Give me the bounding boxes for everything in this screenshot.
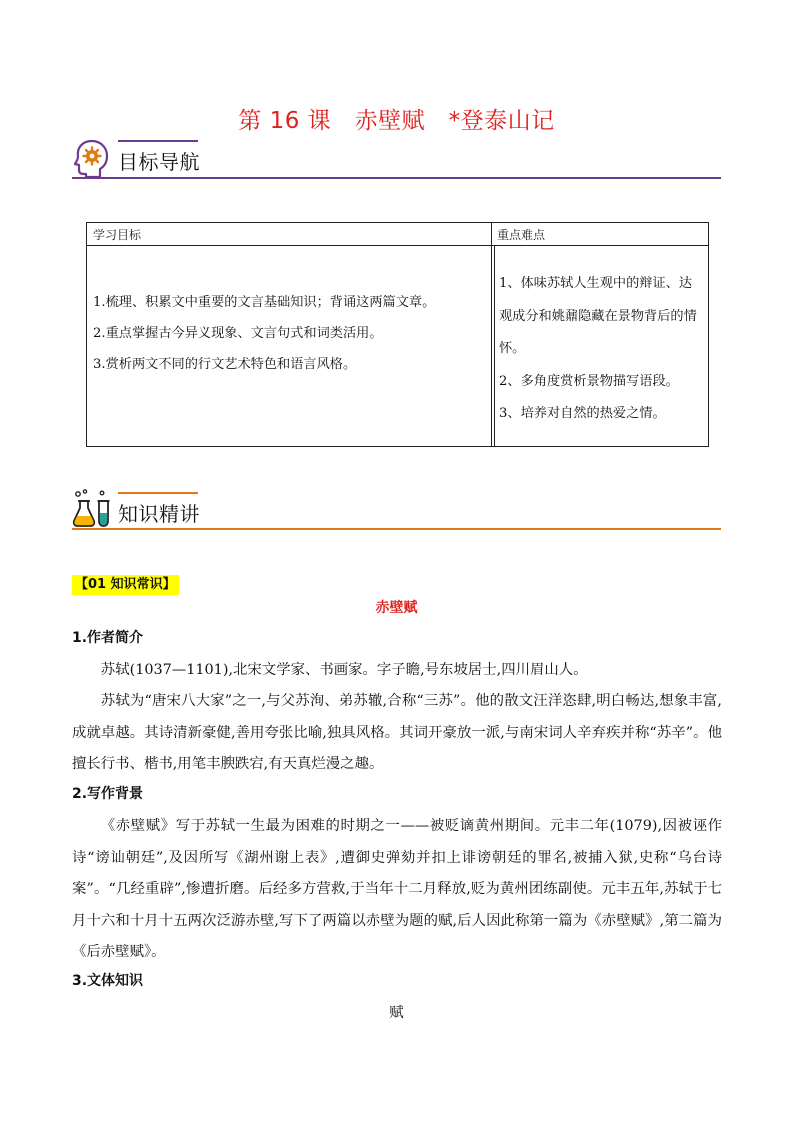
page-title: 第 16 课 赤壁赋 *登泰山记 bbox=[238, 108, 555, 134]
section-heading-background: 2.写作背景 bbox=[72, 786, 144, 802]
section-heading-author: 1.作者简介 bbox=[72, 630, 144, 646]
paragraph: 苏轼(1037—1101),北宋文学家、书画家。字子瞻,号东坡居士,四川眉山人。 bbox=[100, 662, 588, 678]
learning-goal-item: 3.赏析两文不同的行文艺术特色和语言风格。 bbox=[93, 357, 357, 372]
knowledge-section-title: 知识精讲 bbox=[118, 502, 200, 526]
learning-goal-item: 2.重点掌握古今异义现象、文言句式和词类活用。 bbox=[93, 326, 383, 341]
section-badge: 【01 知识常识】 bbox=[72, 575, 179, 595]
key-point-item: 1、体味苏轼人生观中的辩证、达观成分和姚鼐隐藏在景物背后的情怀。 bbox=[499, 276, 697, 356]
nav-section-divider bbox=[72, 177, 721, 179]
nav-section-title: 目标导航 bbox=[118, 150, 200, 174]
key-point-item: 3、培养对自然的热爱之情。 bbox=[499, 406, 666, 421]
flask-icon bbox=[72, 488, 112, 528]
key-point-item: 2、多角度赏析景物描写语段。 bbox=[499, 373, 679, 389]
knowledge-section-header bbox=[72, 484, 721, 534]
paragraph: 《赤壁赋》写于苏轼一生最为困难的时期之一——被贬谪黄州期间。元丰二年(1079),因被诬作诗“谤讪朝廷”,及因所写《湖州谢上表》,遭御史弹劾并扣上诽谤朝廷的罪名,被捕入狱,史称“乌台诗案”。“几经重辟”,惨遭折磨。后经多方营救,于当年十二月释放,贬为黄州团练副使。元丰五年,苏轼于七月十六和十月十五两次泛游赤壁,写下了两篇以赤壁为题的赋,后人因此称第一篇为《赤壁赋》,第二篇为《后赤壁赋》。 bbox=[72, 818, 722, 960]
section-heading-genre: 3.文体知识 bbox=[72, 973, 144, 989]
learning-goals-list bbox=[93, 287, 489, 380]
learning-goal-item: 1.梳理、积累文中重要的文言基础知识；背诵这两篇文章。 bbox=[93, 295, 436, 310]
goals-table bbox=[86, 222, 709, 447]
knowledge-section-divider bbox=[72, 528, 721, 530]
goals-header-right: 重点难点 bbox=[497, 228, 546, 242]
key-points-list bbox=[499, 268, 704, 431]
goals-header-left: 学习目标 bbox=[93, 228, 142, 242]
paragraph: 苏轼为“唐宋八大家”之一,与父苏洵、弟苏辙,合称“三苏”。他的散文汪洋恣肆,明白畅达,想象丰富,成就卓越。其诗清新豪健,善用夸张比喻,独具风格。其词开豪放一派,与南宋词人辛弃疾并称“苏辛”。他擅长行书、楷书,用笔丰腴跌宕,有天真烂漫之趣。 bbox=[72, 693, 722, 772]
brain-icon bbox=[72, 138, 112, 178]
lesson-subtitle: 赤壁赋 bbox=[375, 600, 418, 616]
genre-word: 赋 bbox=[389, 1005, 404, 1021]
nav-section-header bbox=[72, 134, 721, 184]
